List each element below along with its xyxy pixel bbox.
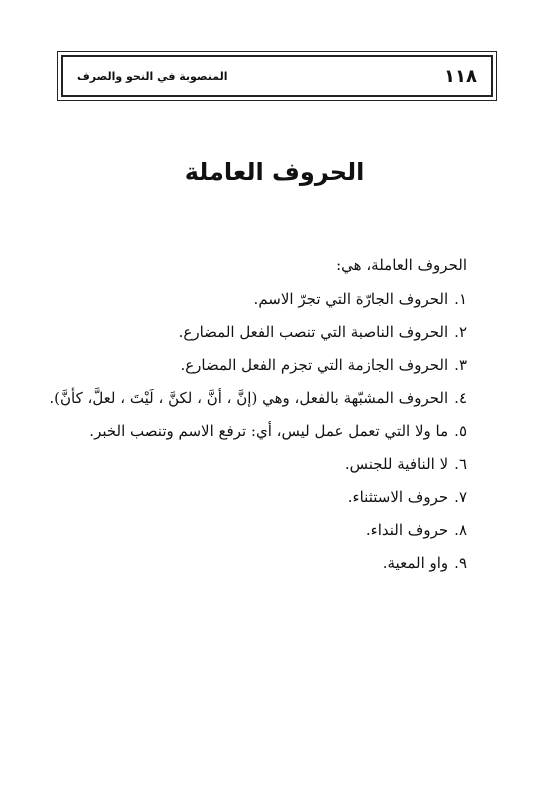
page-header-frame <box>61 55 493 97</box>
list-item-text: الحروف الناصبة التي تنصب الفعل المضارع. <box>178 323 449 341</box>
list-item-text: لا النافية للجنس. <box>344 455 449 473</box>
list-item <box>47 481 467 514</box>
body-text <box>47 248 467 580</box>
list-item <box>47 415 467 448</box>
list-item-text: الحروف الجارّة التي تجرّ الاسم. <box>253 290 449 308</box>
book-title: المنصوبة في النحو والصرف <box>77 69 228 83</box>
list-item-number: ٢. <box>454 323 467 341</box>
list-item-number: ٤. <box>454 389 467 407</box>
list-item <box>47 283 467 316</box>
chapter-title: الحروف العاملة <box>184 158 365 186</box>
list-item-number: ٧. <box>454 488 467 506</box>
list-item-text: الحروف المشبّهة بالفعل، وهي (إنَّ ، أنَّ ، لكنَّ ، لَيْتَ ، لعلَّ، كأنَّ). <box>49 389 449 407</box>
list-item <box>47 316 467 349</box>
list-item <box>47 448 467 481</box>
list-item-number: ٣. <box>454 356 467 374</box>
page-number: ١١٨ <box>444 65 477 87</box>
list-item-number: ٨. <box>454 521 467 539</box>
list-item-text: ما ولا التي تعمل عمل ليس، أي: ترفع الاسم وتنصب الخبر. <box>89 422 449 440</box>
list-item <box>47 547 467 580</box>
list-item-text: حروف النداء. <box>365 521 449 539</box>
intro-line: الحروف العاملة، هي: <box>336 256 467 274</box>
list-item-text: حروف الاستثناء. <box>347 488 449 506</box>
list-item-number: ٥. <box>454 422 467 440</box>
list-item-number: ٦. <box>454 455 467 473</box>
list-item <box>47 382 467 415</box>
list-item-number: ٩. <box>454 554 467 572</box>
list-item <box>47 349 467 382</box>
list-item <box>47 514 467 547</box>
list-item-text: الحروف الجازمة التي تجزم الفعل المضارع. <box>180 356 449 374</box>
page-header <box>57 51 497 101</box>
list-item-number: ١. <box>454 290 467 308</box>
list-item-text: واو المعية. <box>382 554 449 572</box>
